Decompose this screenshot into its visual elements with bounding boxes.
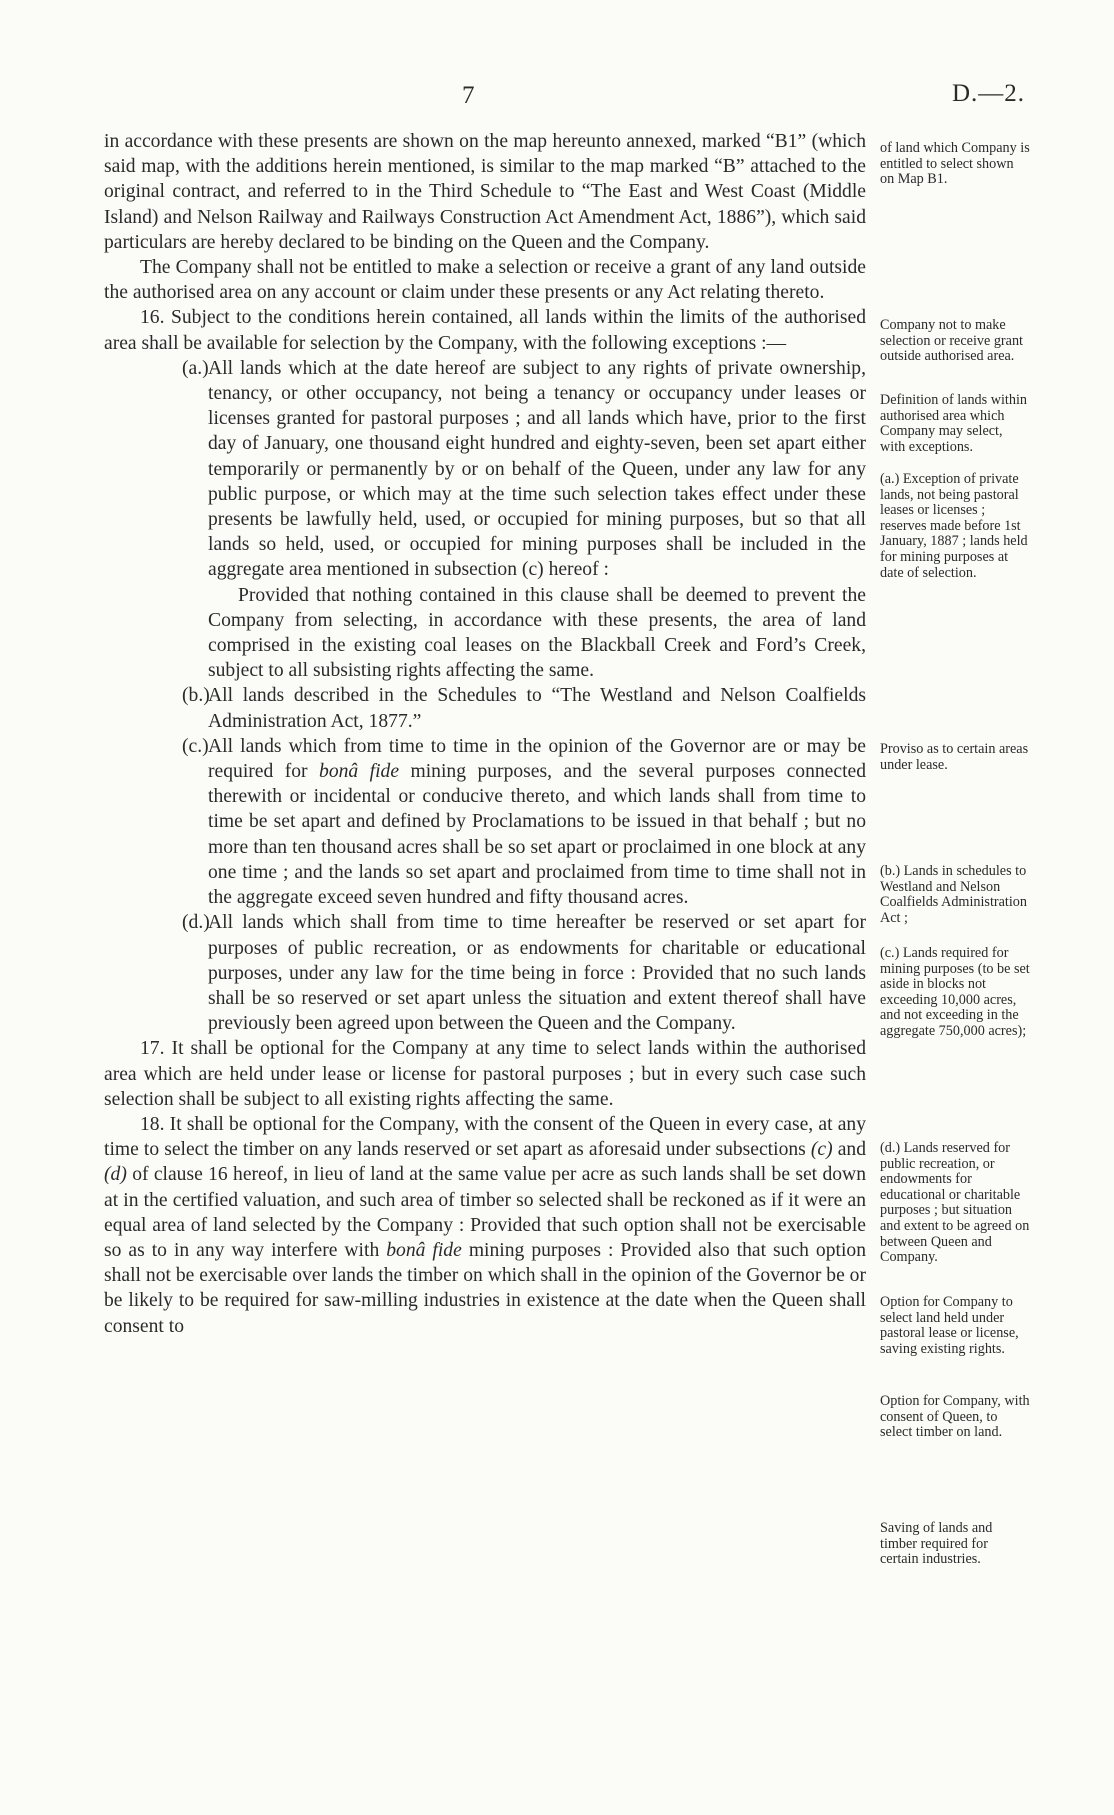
clause-18-ref-c: (c) [810,1139,833,1161]
margin-note-b: (b.) Lands in schedules to Westland and Nelson Coalfields Administration Act ; [880,863,1027,926]
clause-18-italic: bonâ fide [386,1239,462,1261]
margin-note-17: Option for Company to select land held under pastoral lease or license, saving existing rights. [880,1294,1019,1357]
subsection-c [104,734,866,910]
paragraph-continuation: in accordance with these presents are shown on the map hereunto annexed, marked “B1” (which said map, with the additions herein mentioned, is similar to the map marked “B” attached to the original contract, and referred to in the Third Schedule to “The East and West Coast (Middle Island) and Nelson Railway and Railways Construction Act Amendment Act, 1886”), which said particulars are hereby declared to be binding on the Queen and the Company. [104,131,866,253]
subsection-a-text: All lands which at the date hereof are subject to any rights of private ownership, tenancy, or other occupancy, not being a tenancy or occupancy under leases or licenses granted for pastoral purposes ; and all lands which have, prior to the first day of January, one thousand eight hundred and eighty-seven, been set apart either temporarily or permanently by or on behalf of the Queen, under any law for any public purpose, or which may at the time such selection takes effect under these presents be lawfully held, used, or occupied for mining purposes, but so that all lands so held, used, or occupied for mining purposes shall be included in the aggregate area mentioned in subsection (c) hereof : [208,357,866,581]
clause-16: 16. Subject to the conditions herein contained, all lands within the limits of the authorised area shall be available for selection by the Company, with the following exceptions :— [104,307,866,354]
margin-note-d: (d.) Lands reserved for public recreation, or endowments for educational or charitable purposes ; but situation and extent to be agreed on between Queen and Company. [880,1140,1030,1266]
clause-18-text-3: mining purposes : Provided also that such option shall not be exercisable over lands the timber on which shall in the opinion of the Governor be or be likely to be required for saw-milling industries in existence at the date when the Queen shall consent to [104,1239,867,1337]
subsection-c-text-1: All lands which from time to time in the opinion of the Governor are or may be required for [208,735,866,783]
subsection-d-label: (d.) [182,912,210,934]
margin-note-c: (c.) Lands required for mining purposes (to be set aside in blocks not exceeding 10,000 acres, and not exceeding in the aggregate 750,000 acres); [880,945,1030,1039]
subsection-c-label: (c.) [182,735,209,757]
main-text-column [104,129,866,1339]
subsection-c-italic: bonâ fide [319,761,400,783]
subsection-a [104,356,866,583]
subsection-b [104,683,866,733]
margin-note-18: Option for Company, with consent of Queen, to select timber on land. [880,1393,1030,1441]
margin-note-definition: Definition of lands within authorised area which Company may select, with exceptions. [880,392,1027,455]
margin-note-a: (a.) Exception of private lands, not being pastoral leases or licenses ; reserves made before 1st January, 1887 ; lands held for mining purposes at date of selection. [880,471,1028,581]
clause-18-ref-d: (d) [104,1164,127,1186]
subsection-b-text: All lands described in the Schedules to “The Westland and Nelson Coalfields Administration Act, 1877.” [208,685,866,732]
clause-18-text-1: 18. It shall be optional for the Company, with the consent of the Queen in every case, at any time to select the timber on any lands reserved or set apart as aforesaid under subsections [104,1113,866,1161]
clause-18-text-2: of clause 16 hereof, in lieu of land at the same value per acre as such lands shall be set down at in the certified valuation, and such area of timber so selected shall be reckoned as if it were an equal area of land selected by the Company : Provided that such option shall not be exercisable so as to in any way interfere with [104,1164,866,1261]
proviso-coal-leases: Provided that nothing contained in this clause shall be deemed to prevent the Company from selecting, in accordance with these presents, the area of land comprised in the existing coal leases on the Blackball Creek and Ford’s Creek, subject to all subsisting rights affecting the same. [208,584,866,682]
margin-note-proviso: Proviso as to certain areas under lease. [880,741,1029,773]
clause-17: 17. It shall be optional for the Company at any time to select lands within the authorised area which are held under lease or license for pastoral purposes ; but in every such case such selection shall be subject to all existing rights affecting the same. [104,1038,866,1110]
document-reference: D.—2. [952,80,1026,107]
subsection-a-label: (a.) [182,357,209,379]
subsection-b-label: (b.) [182,685,210,707]
clause-18-and: and [837,1139,866,1161]
margin-note-saving: Saving of lands and timber required for certain industries. [880,1520,993,1568]
clause-18 [104,1112,866,1339]
margin-note-outside-area: Company not to make selection or receive grant outside authorised area. [880,317,1023,365]
subsection-d [104,910,866,1036]
margin-note-map: of land which Company is entitled to select shown on Map B1. [880,140,1030,188]
subsection-d-text: All lands which shall from time to time hereafter be reserved or set apart for purposes of public recreation, or as endowments for charitable or educational purposes, under any law for the time being in force : Provided that no such lands shall be so reserved or set apart unless the situation and extent thereof shall have previously been agreed upon between the Queen and the Company. [208,912,866,1035]
subsection-c-text-2: mining purposes, and the several purposes connected therewith or incidental or conducive thereto, and which lands shall from time to time be set apart and defined by Proclamations to be issued in that behalf ; but no more than ten thousand acres shall be so set apart or proclaimed in one block at any one time ; and the lands so set apart and proclaimed from time to time shall not in the aggregate exceed seven hundred and fifty thousand acres. [208,761,867,909]
paragraph-outside-area: The Company shall not be entitled to make a selection or receive a grant of any land outside the authorised area on any account or claim under these presents or any Act relating thereto. [104,257,866,304]
page-number: 7 [462,82,475,109]
